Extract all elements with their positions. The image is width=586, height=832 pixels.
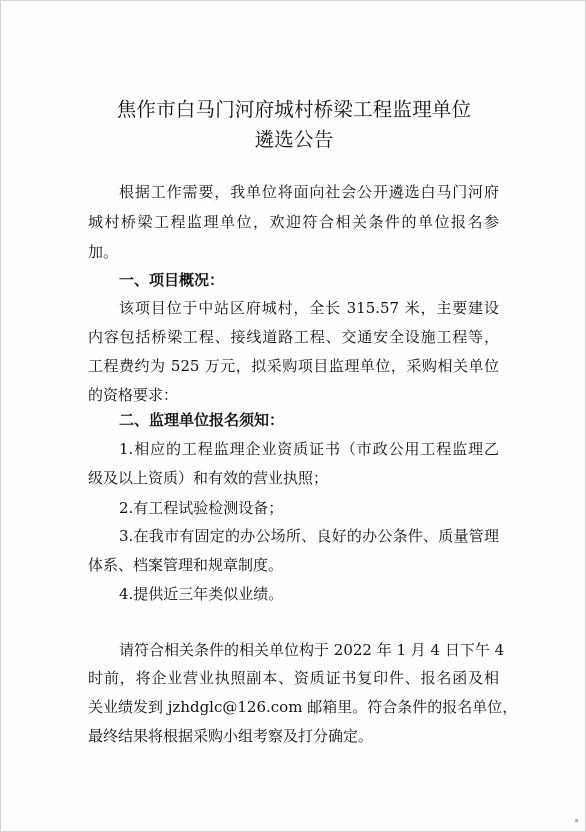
application-paragraph-line: 关业绩发到 jzhdglc@126.com 邮箱里。符合条件的报名单位， xyxy=(88,698,518,716)
requirement-item-3: 3.在我市有固定的办公场所、良好的办公条件、质量管理 xyxy=(119,527,499,545)
requirement-item-1-continued: 级及以上资质）和有效的营业执照； xyxy=(88,469,329,487)
section-heading-registration-notice: 二、监理单位报名须知： xyxy=(119,411,285,429)
section-heading-project-overview: 一、项目概况： xyxy=(119,271,225,289)
requirement-item-2: 2.有工程试验检测设备； xyxy=(119,499,284,517)
application-paragraph-line: 请符合相关条件的相关单位构于 2022 年 1 月 4 日下午 4 xyxy=(119,641,505,659)
corner-dot-mark xyxy=(575,819,578,822)
intro-paragraph-line: 城村桥梁工程监理单位，欢迎符合相关条件的单位报名参 xyxy=(88,213,499,231)
project-paragraph-line: 工程费约为 525 万元，拟采购项目监理单位，采购相关单位 xyxy=(88,357,499,375)
application-paragraph-line: 时前，将企业营业执照副本、资质证书复印件、报名函及相 xyxy=(88,669,499,687)
intro-paragraph-line: 根据工作需要，我单位将面向社会公开遴选白马门河府 xyxy=(119,183,499,201)
application-paragraph-line: 最终结果将根据采购小组考察及打分确定。 xyxy=(88,727,374,745)
project-paragraph-line: 内容包括桥梁工程、接线道路工程、交通安全设施工程等， xyxy=(88,328,499,346)
requirement-item-3-continued: 体系、档案管理和规章制度。 xyxy=(88,556,284,574)
intro-paragraph-line: 加。 xyxy=(88,243,119,261)
document-title-line-2: 遴选公告 xyxy=(254,128,334,151)
project-paragraph-line: 该项目位于中站区府城村，全长 315.57 米，主要建设 xyxy=(119,299,499,317)
requirement-item-1: 1.相应的工程监理企业资质证书（市政公用工程监理乙 xyxy=(119,440,499,458)
document-title-line-1: 焦作市白马门河府城村桥梁工程监理单位 xyxy=(116,98,472,121)
project-paragraph-line: 的资格要求： xyxy=(88,386,179,404)
requirement-item-4: 4.提供近三年类似业绩。 xyxy=(119,585,284,603)
